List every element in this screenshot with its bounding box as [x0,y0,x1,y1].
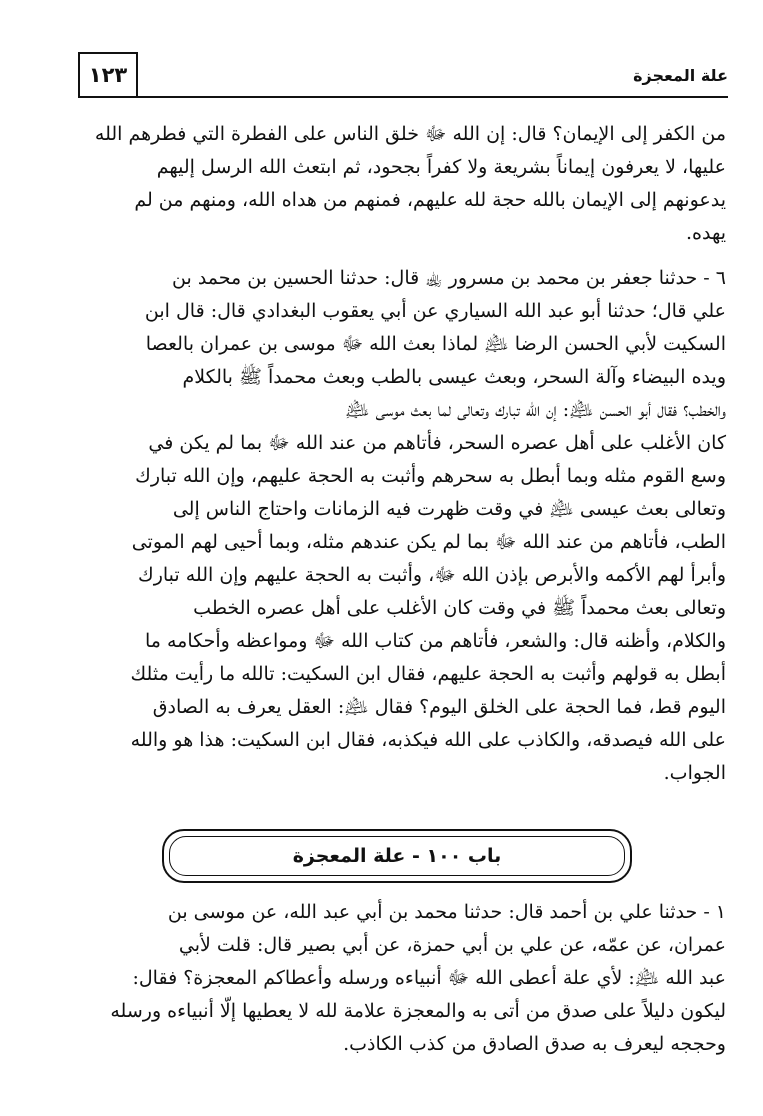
hadith-6 [76,262,726,790]
paragraph-continuation [76,118,726,250]
header-rule [136,96,728,98]
page-number: ١٢٣ [78,52,138,98]
hadith-1 [76,896,726,1061]
chapter-heading-frame [162,829,632,883]
paragraph-text: ١ - حدثنا علي بن أحمد قال: حدثنا محمد بن أبي عبد الله، عن موسى بن عمران، عن عمّه، عن علي بن أبي حمزة، عن أبي بصير قال: قلت لأبي عبد الله ﵇: لأي علة أعطى الله ﷻ أنبياءه ورسله وأعطاكم المعجزة؟ فقال: ليكون دليلاً على صدق من أتى به والمعجزة علامة لله لا يعطيها إلّا أنبياءه ورسله وحججه ليعرف به صدق الصادق من كذب الكاذب. [110,901,726,1055]
chapter-heading-inner-frame [169,836,625,876]
chapter-heading: باب ١٠٠ - علة المعجزة [292,845,502,867]
paragraph-text: ٦ - حدثنا جعفر بن محمد بن مسرور ﵀ قال: حدثنا الحسين بن محمد بن علي قال؛ حدثنا أبو عبد الله السياري عن أبي يعقوب البغدادي قال: قال ابن السكيت لأبي الحسن الرضا ﵇ لماذا بعث الله ﷻ موسى بن عمران بالعصا ويده البيضاء وآلة السحر، وبعث عيسى بالطب وبعث محمداً ﷺ بالكلام والخطب؟ فقال أبو الحسن ﵇: إن الله تبارك وتعالى لما بعث موسى ﵇ كان الأغلب على أهل عصره السحر، فأتاهم من عند الله ﷻ بما لم يكن في وسع القوم مثله وبما أبطل به سحرهم وأثبت به الحجة عليهم، وإن الله تبارك وتعالى بعث عيسى ﵇ في وقت ظهرت فيه الزمانات واحتاج الناس إلى الطب، فأتاهم من عند الله ﷻ بما لم يكن عندهم مثله، وبما أحيى لهم الموتى وأبرأ لهم الأكمه والأبرص بإذن الله ﷻ، وأثبت به الحجة عليهم وإن الله تبارك وتعالى بعث محمداً ﷺ في وقت كان الأغلب على أهل عصره الخطب والكلام، وأظنه قال: والشعر، فأتاهم من كتاب الله ﷻ ومواعظه وأحكامه ما أبطل به قولهم وأثبت به الحجة عليهم، فقال ابن السكيت: تالله ما رأيت مثلك اليوم قط، فما الحجة على الخلق اليوم؟ فقال ﵇: العقل يعرف به الصادق على الله فيصدقه، والكاذب على الله فيكذبه، فقال ابن السكيت: هذا هو والله الجواب. [130,267,726,784]
page-header [78,52,728,104]
running-title: علة المعجزة [633,66,728,85]
paragraph-text: من الكفر إلى الإيمان؟ قال: إن الله ﷻ خلق الناس على الفطرة التي فطرهم الله عليها، لا يعرفون إيماناً بشريعة ولا كفراً بجحود، ثم ابتعث الله الرسل إليهم يدعونهم إلى الإيمان بالله حجة لله عليهم، فمنهم من هداه الله، ومنهم من لم يهده. [94,123,726,244]
